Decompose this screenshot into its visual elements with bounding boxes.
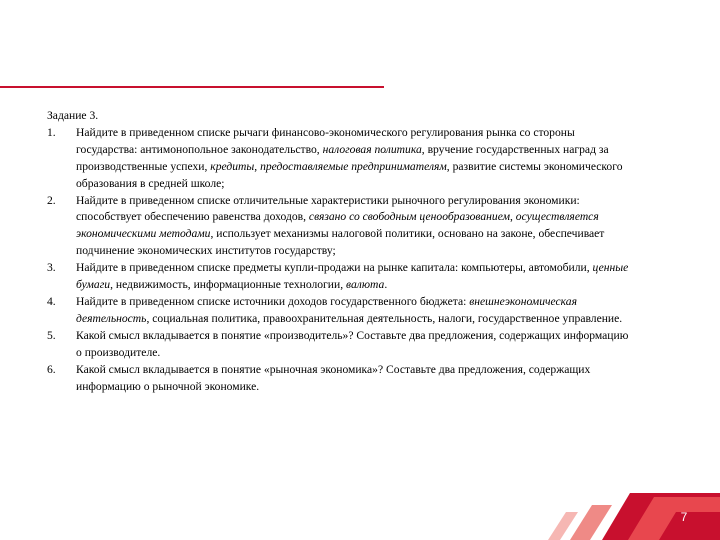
emphasized-text: осуществляется экономическими методами <box>76 210 599 241</box>
text-run: , <box>509 210 516 224</box>
item-number: 5. <box>47 328 56 342</box>
text-run: , социальная политика, правоохранительная деятельность, налоги, государственное управление. <box>146 311 623 325</box>
task-heading: Задание 3. <box>47 109 99 122</box>
text-run: Какой смысл вкладывается в понятие «рыночная экономика»? Составьте два предложения, содержащих информацию о рыночной экономике. <box>76 362 591 393</box>
item-number: 2. <box>47 193 56 207</box>
text-run: , вручение государственных наград за производственные успехи, <box>76 142 609 173</box>
item-number: 4. <box>47 294 56 308</box>
text-run: , развитие системы экономического образования в средней школе; <box>76 159 623 190</box>
text-run: , использует механизмы налоговой политики, основано на законе, обеспечивает подчинение экономических институтов государству; <box>76 227 605 258</box>
text-run: Найдите в приведенном списке рычаги финансово-экономического регулирования рынка со стороны государства: антимонопольное законодательство, <box>76 125 575 156</box>
text-run: , недвижимость, информационные технологии, <box>110 278 347 292</box>
emphasized-text: кредиты <box>210 159 255 173</box>
emphasized-text: предоставляемые предпринимателям <box>260 159 447 173</box>
item-number: 3. <box>47 261 56 275</box>
emphasized-text: связано со свободным ценообразованием <box>308 210 510 224</box>
text-run: Какой смысл вкладывается в понятие «производитель»? Составьте два предложения, содержащих информацию о производителе. <box>76 328 629 359</box>
text-run: . <box>384 278 388 292</box>
emphasized-text: налоговая политика <box>322 142 422 156</box>
item-number: 6. <box>47 362 56 376</box>
item-number: 1. <box>47 125 56 139</box>
emphasized-text: внешнеэкономическая деятельность <box>76 294 577 325</box>
text-run: Найдите в приведенном списке источники доходов государственного бюджета: <box>76 294 470 308</box>
emphasized-text: валюта <box>346 278 385 292</box>
text-run: , <box>254 159 261 173</box>
emphasized-text: ценные бумаги <box>76 261 629 292</box>
page-number: 7 <box>680 510 688 524</box>
text-run: Найдите в приведенном списке предметы купли-продажи на рынке капитала: компьютеры, автомобили, <box>76 261 593 275</box>
text-run: Найдите в приведенном списке отличительные характеристики рыночного регулирования экономики: способствует обеспечению равенства доходов, <box>76 193 580 224</box>
